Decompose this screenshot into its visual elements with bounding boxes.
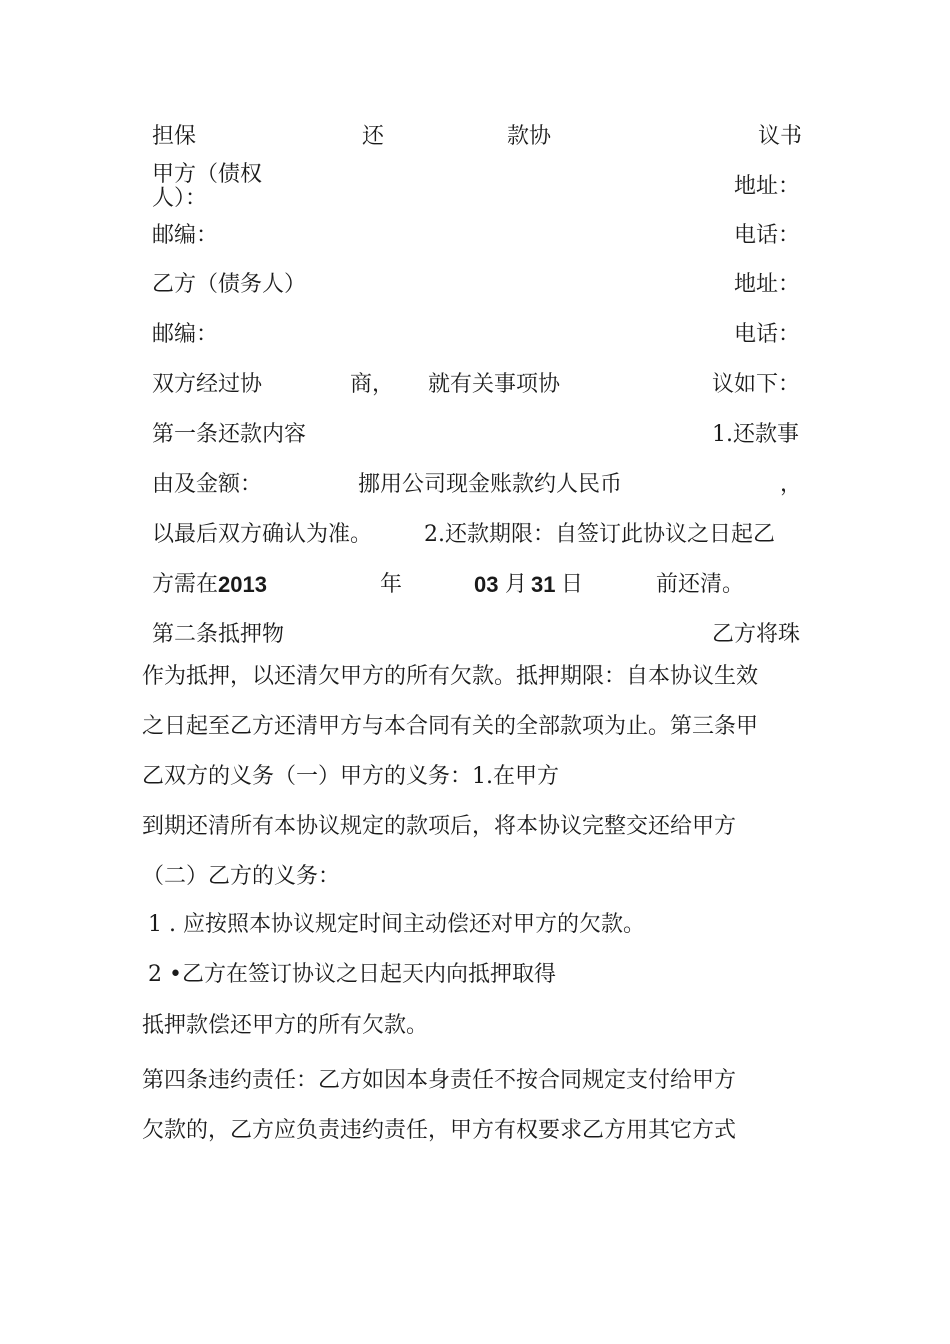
party-a-postcode: 邮编：	[152, 223, 219, 248]
article-1-item-2: 2.还款期限：自签订此协议之日起乙	[424, 522, 775, 547]
party-a-address: 地址：	[734, 174, 801, 199]
article-3-line-6: 抵押款偿还甲方的所有欠款。	[142, 1013, 429, 1038]
article-3-line-3: （二）乙方的义务：	[142, 864, 341, 889]
article-1-day-num: 31	[531, 572, 556, 597]
intro-part-4: 议如下：	[712, 372, 801, 397]
intro-part-1: 双方经过协	[152, 372, 263, 397]
article-1-month-num: 03	[474, 572, 499, 597]
article-1-deadline-suffix: 前还清。	[656, 572, 745, 597]
article-2-line-2: 之日起至乙方还清甲方与本合同有关的全部款项为止。第三条甲	[142, 714, 759, 739]
article-4-line-2: 欠款的，乙方应负责违约责任，甲方有权要求乙方用其它方式	[142, 1118, 737, 1143]
party-b-label: 乙方（债务人）	[152, 272, 307, 297]
article-1-heading: 第一条还款内容	[152, 422, 307, 447]
party-b-address: 地址：	[734, 272, 801, 297]
article-1-amount-text: 挪用公司现金账款约人民币	[358, 472, 623, 497]
title-part-4: 议书	[758, 124, 803, 149]
article-2-line-1: 作为抵押，以还清欠甲方的所有欠款。抵押期限：自本协议生效	[142, 664, 759, 689]
article-1-year-unit: 年	[380, 572, 403, 597]
article-1-comma: ，	[780, 472, 803, 497]
article-3-line-1: 乙双方的义务（一）甲方的义务：1.在甲方	[142, 764, 559, 789]
party-b-postcode: 邮编：	[152, 322, 219, 347]
intro-part-2: 商，	[350, 372, 395, 397]
article-1-month-unit: 月	[505, 572, 528, 597]
party-a-phone: 电话：	[734, 223, 801, 248]
article-1-day-unit: 日	[561, 572, 584, 597]
article-3-line-5: 2 •乙方在签订协议之日起天内向抵押取得	[148, 962, 556, 987]
article-2-heading: 第二条抵押物	[152, 622, 285, 647]
article-3-line-2: 到期还清所有本协议规定的款项后，将本协议完整交还给甲方	[142, 814, 737, 839]
intro-part-3: 就有关事项协	[428, 372, 561, 397]
article-1-item-1-start: 1.还款事	[712, 422, 799, 447]
party-a-label: 甲方（债权人）：	[152, 162, 263, 211]
article-1-deadline-prefix: 方需在	[152, 572, 219, 597]
article-4-line-1: 第四条违约责任：乙方如因本身责任不按合同规定支付给甲方	[142, 1068, 737, 1093]
article-2-start: 乙方将珠	[712, 622, 801, 647]
article-1-year: 2013	[218, 572, 267, 597]
title-part-2: 还	[362, 124, 385, 149]
article-3-line-4: 1 . 应按照本协议规定时间主动偿还对甲方的欠款。	[148, 912, 645, 937]
article-1-item-1-cont: 由及金额：	[152, 472, 263, 497]
article-1-confirm: 以最后双方确认为准。	[152, 522, 373, 547]
party-b-phone: 电话：	[734, 322, 801, 347]
title-part-3: 款协	[507, 124, 552, 149]
title-part-1: 担保	[152, 124, 197, 149]
